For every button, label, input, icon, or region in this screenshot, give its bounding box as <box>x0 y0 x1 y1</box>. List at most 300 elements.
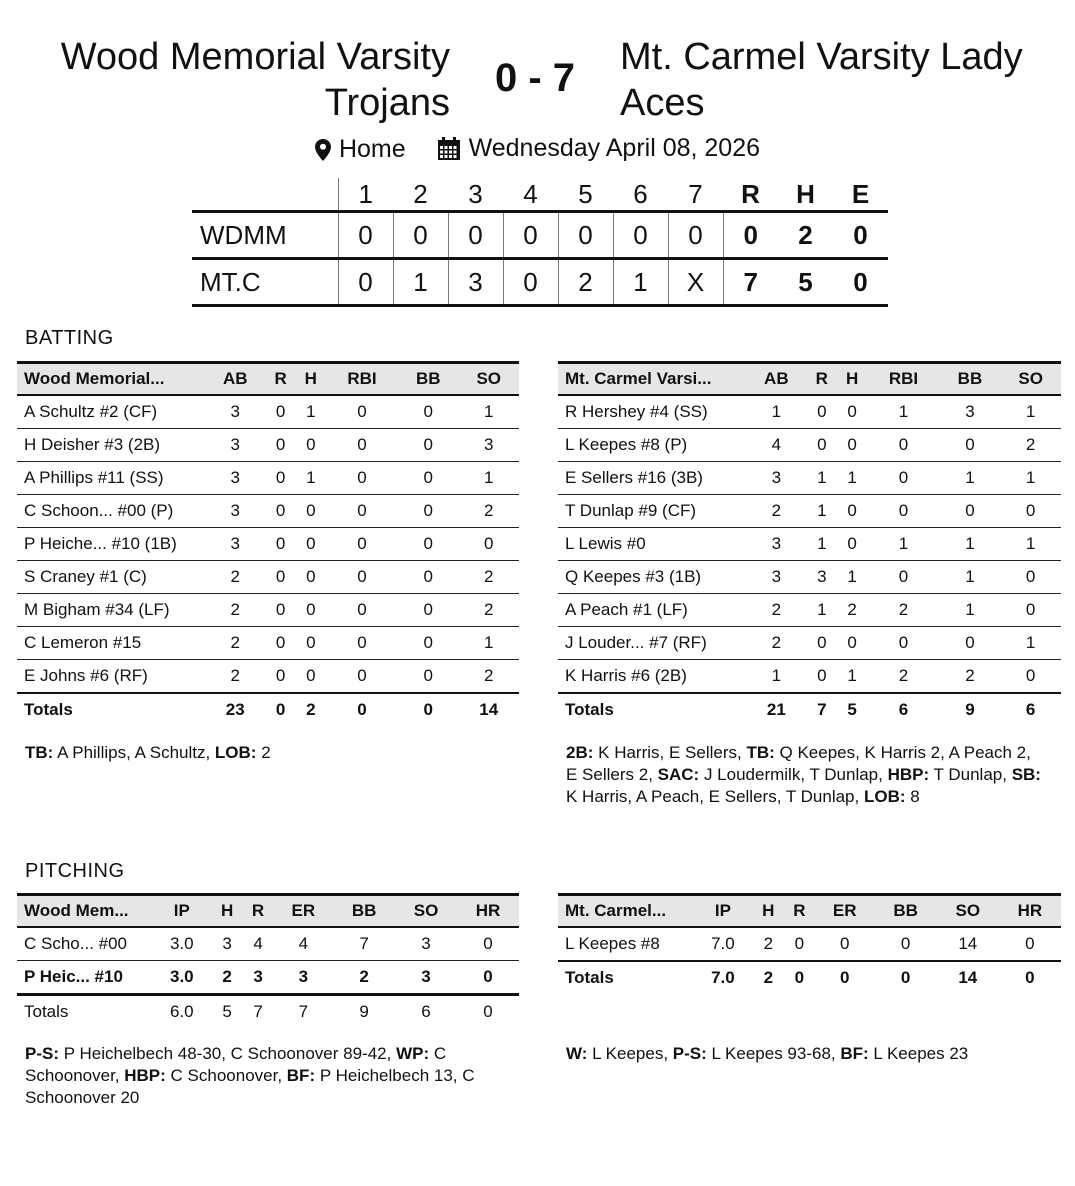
totals-value: 9 <box>333 995 395 1029</box>
player-row <box>17 429 519 462</box>
stat-value: 3 <box>205 462 265 495</box>
home-pitching-notes <box>566 1043 1056 1065</box>
player-row <box>558 927 1061 961</box>
home-batting-notes <box>566 742 1046 808</box>
stat-value: 0 <box>457 961 519 995</box>
stat-value: 0 <box>807 627 837 660</box>
stat-value: 0 <box>459 528 520 561</box>
stat-value: 1 <box>940 462 1001 495</box>
stat-value: 0 <box>398 561 458 594</box>
note-label: BF: <box>286 1066 316 1085</box>
note-text: L Keepes, <box>587 1044 673 1063</box>
player-name: Q Keepes #3 (1B) <box>558 561 746 594</box>
totals-value: 0 <box>398 693 458 726</box>
stat-value: 4 <box>274 927 334 961</box>
totals-row <box>17 693 519 726</box>
stat-value: 2 <box>459 561 520 594</box>
stat-value: 1 <box>807 495 837 528</box>
stat-value: 3 <box>395 927 457 961</box>
player-row <box>17 927 519 961</box>
stat-value: 0 <box>1000 561 1061 594</box>
stat-value: 0 <box>265 528 295 561</box>
stat-column-header: BB <box>333 895 395 928</box>
home-batting-table <box>558 361 1061 726</box>
note-label: W: <box>566 1044 588 1063</box>
inning-runs: 3 <box>448 259 503 306</box>
totals-row <box>17 995 519 1029</box>
stat-column-header: BB <box>875 895 937 928</box>
stat-value: 2 <box>746 627 807 660</box>
stat-value: 3 <box>940 395 1001 429</box>
stat-value: 0 <box>398 395 458 429</box>
stat-value: 0 <box>837 627 867 660</box>
note-label: BF: <box>840 1044 869 1063</box>
note-text: 2 <box>256 743 271 762</box>
game-date <box>437 134 760 163</box>
stat-column-header: SO <box>937 895 999 928</box>
note-text: K Harris, A Peach, E Sellers, T Dunlap, <box>566 787 864 806</box>
final-score: 0 - 7 <box>494 56 576 100</box>
stat-column-header: R <box>243 895 274 928</box>
away-pitching-table <box>17 893 519 1028</box>
linescore-row <box>192 212 888 259</box>
inning-runs: 0 <box>503 259 558 306</box>
player-row <box>558 462 1061 495</box>
total-header: H <box>796 178 815 209</box>
total-header: R <box>741 178 760 209</box>
inning-runs: 1 <box>393 259 448 306</box>
player-name: P Heiche... #10 (1B) <box>17 528 205 561</box>
stat-value: 0 <box>784 927 815 961</box>
stat-value: 3 <box>459 429 520 462</box>
note-text: C Schoonover, <box>25 1044 447 1085</box>
player-name: M Bigham #34 (LF) <box>17 594 205 627</box>
stat-value: 0 <box>326 594 398 627</box>
stat-value: 2 <box>753 927 784 961</box>
stat-value: 0 <box>265 429 295 462</box>
stat-column-header: SO <box>395 895 457 928</box>
stat-value: 0 <box>837 395 867 429</box>
stat-value: 1 <box>296 395 326 429</box>
totals-value: 6 <box>1000 693 1061 726</box>
stat-column-header: IP <box>693 895 753 928</box>
stat-column-header: H <box>837 363 867 396</box>
stat-value: 1 <box>807 528 837 561</box>
stat-column-header: AB <box>205 363 265 396</box>
totals-value: 6.0 <box>152 995 212 1029</box>
stat-value: 2 <box>205 660 265 694</box>
stat-column-header: HR <box>999 895 1061 928</box>
stat-value: 2 <box>867 660 939 694</box>
note-label: WP: <box>396 1044 430 1063</box>
location-pin-icon <box>315 139 331 161</box>
player-name: E Johns #6 (RF) <box>17 660 205 694</box>
stat-value: 3 <box>243 961 274 995</box>
stat-column-header: RBI <box>326 363 398 396</box>
stat-value: 0 <box>837 495 867 528</box>
stat-column-header: BB <box>398 363 458 396</box>
player-name: K Harris #6 (2B) <box>558 660 746 694</box>
stat-value: 0 <box>867 495 939 528</box>
player-row <box>558 561 1061 594</box>
stat-value: 2 <box>746 594 807 627</box>
stat-value: 0 <box>867 561 939 594</box>
game-meta <box>0 134 1075 168</box>
stat-value: 14 <box>937 927 999 961</box>
note-text: L Keepes 23 <box>868 1044 969 1063</box>
inning-header: 4 <box>523 178 538 209</box>
stat-value: 0 <box>457 927 519 961</box>
stat-value: 3 <box>395 961 457 995</box>
note-text: J Loudermilk, T Dunlap, <box>699 765 888 784</box>
player-name: C Schoon... #00 (P) <box>17 495 205 528</box>
away-batting-notes <box>25 742 515 764</box>
totals-value: 0 <box>326 693 398 726</box>
pitching-section-title: PITCHING <box>25 860 125 882</box>
stat-value: 0 <box>837 528 867 561</box>
stat-value: 0 <box>265 660 295 694</box>
stat-value: 1 <box>807 462 837 495</box>
totals-value: 14 <box>937 961 999 994</box>
inning-header: 3 <box>468 178 483 209</box>
note-label: HBP: <box>124 1066 166 1085</box>
totals-value: 5 <box>837 693 867 726</box>
stat-value: 1 <box>940 561 1001 594</box>
stat-value: 2 <box>212 961 243 995</box>
home-team-name: Mt. Carmel Varsity Lady Aces <box>620 36 1023 124</box>
stat-value: 3 <box>212 927 243 961</box>
stat-value: 0 <box>326 395 398 429</box>
linescore-total: 0 <box>723 212 778 259</box>
stat-value: 7.0 <box>693 927 753 961</box>
stat-column-header: R <box>807 363 837 396</box>
note-label: SAC: <box>657 765 700 784</box>
totals-value: 0 <box>875 961 937 994</box>
linescore-team: WDMM <box>192 212 338 259</box>
stat-value: 0 <box>398 429 458 462</box>
note-label: LOB: <box>214 743 257 762</box>
inning-runs: 0 <box>393 212 448 259</box>
stat-value: 0 <box>296 627 326 660</box>
totals-value: 0 <box>265 693 295 726</box>
player-row <box>17 627 519 660</box>
stat-value: 1 <box>296 462 326 495</box>
stat-value: 1 <box>1000 395 1061 429</box>
stat-value: 0 <box>296 528 326 561</box>
player-name: A Schultz #2 (CF) <box>17 395 205 429</box>
note-label: P-S: <box>672 1044 707 1063</box>
stat-value: 0 <box>265 462 295 495</box>
stat-value: 0 <box>940 429 1001 462</box>
stat-value: 0 <box>296 429 326 462</box>
player-name: R Hershey #4 (SS) <box>558 395 746 429</box>
linescore-total: 7 <box>723 259 778 306</box>
player-row <box>17 660 519 694</box>
totals-value: 2 <box>296 693 326 726</box>
stat-value: 0 <box>326 561 398 594</box>
location <box>315 135 406 164</box>
player-row <box>17 561 519 594</box>
stat-value: 0 <box>875 927 937 961</box>
away-batting-table <box>17 361 519 726</box>
player-row <box>17 495 519 528</box>
stat-value: 0 <box>807 660 837 694</box>
stat-column-header: AB <box>746 363 807 396</box>
stat-value: 2 <box>459 594 520 627</box>
stat-value: 0 <box>837 429 867 462</box>
away-team-name: Wood Memorial Varsity Trojans <box>60 36 450 124</box>
stat-column-header: ER <box>274 895 334 928</box>
stat-value: 2 <box>746 495 807 528</box>
player-name: A Peach #1 (LF) <box>558 594 746 627</box>
stat-value: 3.0 <box>152 961 212 995</box>
stat-value: 0 <box>398 462 458 495</box>
totals-value: 7 <box>274 995 334 1029</box>
totals-label: Totals <box>17 995 152 1029</box>
stat-value: 3 <box>205 528 265 561</box>
stat-value: 0 <box>265 395 295 429</box>
stat-value: 2 <box>459 660 520 694</box>
stat-value: 0 <box>815 927 875 961</box>
stat-column-header: H <box>296 363 326 396</box>
inning-header: 5 <box>578 178 593 209</box>
stat-value: 2 <box>837 594 867 627</box>
totals-row <box>558 961 1061 994</box>
stat-value: 0 <box>398 594 458 627</box>
stat-value: 0 <box>1000 660 1061 694</box>
inning-runs: 0 <box>668 212 723 259</box>
totals-row <box>558 693 1061 726</box>
inning-runs: 0 <box>503 212 558 259</box>
stat-value: 0 <box>807 395 837 429</box>
inning-runs: 0 <box>613 212 668 259</box>
totals-value: 0 <box>999 961 1061 994</box>
player-row <box>17 528 519 561</box>
stat-value: 1 <box>746 660 807 694</box>
note-label: LOB: <box>863 787 906 806</box>
stat-value: 1 <box>837 561 867 594</box>
inning-header: 1 <box>338 178 393 212</box>
stat-value: 0 <box>265 495 295 528</box>
stat-value: 1 <box>1000 627 1061 660</box>
player-name: C Lemeron #15 <box>17 627 205 660</box>
stat-value: 0 <box>265 594 295 627</box>
linescore-total: 0 <box>833 259 888 306</box>
stat-value: 0 <box>999 927 1061 961</box>
player-row <box>558 429 1061 462</box>
stat-value: 1 <box>1000 462 1061 495</box>
stat-value: 0 <box>326 429 398 462</box>
away-pitching-notes <box>25 1043 525 1109</box>
location-text: Home <box>338 135 406 163</box>
stat-value: 0 <box>326 627 398 660</box>
player-name: J Louder... #7 (RF) <box>558 627 746 660</box>
player-name: P Heic... #10 <box>17 961 152 995</box>
totals-value: 23 <box>205 693 265 726</box>
stat-value: 0 <box>867 462 939 495</box>
totals-value: 14 <box>459 693 520 726</box>
team-column-header: Wood Memorial... <box>17 363 205 396</box>
linescore-row <box>192 259 888 306</box>
stat-value: 0 <box>296 495 326 528</box>
totals-value: 6 <box>867 693 939 726</box>
stat-column-header: RBI <box>867 363 939 396</box>
stat-value: 0 <box>1000 495 1061 528</box>
inning-runs: 0 <box>338 212 393 259</box>
stat-column-header: HR <box>457 895 519 928</box>
totals-value: 7.0 <box>693 961 753 994</box>
totals-value: 0 <box>815 961 875 994</box>
player-name: H Deisher #3 (2B) <box>17 429 205 462</box>
inning-header: 2 <box>413 178 428 209</box>
team-column-header: Mt. Carmel... <box>558 895 693 928</box>
note-label: SB: <box>1011 765 1041 784</box>
player-row <box>558 495 1061 528</box>
stat-value: 2 <box>205 594 265 627</box>
note-text: K Harris, E Sellers, <box>593 743 747 762</box>
stat-value: 7 <box>333 927 395 961</box>
player-row <box>558 395 1061 429</box>
stat-value: 0 <box>398 627 458 660</box>
player-row <box>558 660 1061 694</box>
player-row <box>17 961 519 995</box>
stat-value: 0 <box>940 495 1001 528</box>
stat-value: 3 <box>746 561 807 594</box>
stat-column-header: H <box>753 895 784 928</box>
stat-value: 0 <box>867 627 939 660</box>
note-text: T Dunlap, <box>929 765 1012 784</box>
totals-value: 5 <box>212 995 243 1029</box>
stat-value: 0 <box>296 594 326 627</box>
stat-column-header: IP <box>152 895 212 928</box>
stat-value: 4 <box>746 429 807 462</box>
team-column-header: Mt. Carmel Varsi... <box>558 363 746 396</box>
player-row <box>558 594 1061 627</box>
player-row <box>558 528 1061 561</box>
home-pitching-table <box>558 893 1061 994</box>
stat-value: 3 <box>274 961 334 995</box>
inning-runs: X <box>668 259 723 306</box>
stat-value: 1 <box>940 528 1001 561</box>
player-name: L Keepes #8 (P) <box>558 429 746 462</box>
stat-value: 1 <box>867 528 939 561</box>
player-name: L Lewis #0 <box>558 528 746 561</box>
note-label: HBP: <box>887 765 930 784</box>
player-row <box>17 462 519 495</box>
note-text: A Phillips, A Schultz, <box>53 743 215 762</box>
stat-value: 2 <box>1000 429 1061 462</box>
linescore-total: 2 <box>778 212 833 259</box>
stat-value: 0 <box>1000 594 1061 627</box>
stat-value: 3 <box>205 395 265 429</box>
player-name: C Scho... #00 <box>17 927 152 961</box>
date-text: Wednesday April 08, 2026 <box>468 134 761 162</box>
note-label: 2B: <box>566 743 594 762</box>
inning-runs: 1 <box>613 259 668 306</box>
totals-value: 0 <box>784 961 815 994</box>
stat-column-header: H <box>212 895 243 928</box>
line-score <box>192 178 888 307</box>
note-label: P-S: <box>25 1044 59 1063</box>
stat-value: 0 <box>296 660 326 694</box>
stat-value: 0 <box>326 528 398 561</box>
inning-header: 6 <box>633 178 648 209</box>
totals-label: Totals <box>558 693 746 726</box>
stat-value: 0 <box>867 429 939 462</box>
stat-value: 2 <box>205 627 265 660</box>
stat-value: 1 <box>837 462 867 495</box>
note-label: TB: <box>746 743 775 762</box>
linescore-team: MT.C <box>192 259 338 306</box>
inning-runs: 2 <box>558 259 613 306</box>
stat-column-header: R <box>784 895 815 928</box>
stat-value: 4 <box>243 927 274 961</box>
stat-value: 0 <box>940 627 1001 660</box>
totals-value: 6 <box>395 995 457 1029</box>
player-row <box>17 594 519 627</box>
stat-column-header: ER <box>815 895 875 928</box>
stat-value: 2 <box>333 961 395 995</box>
stat-column-header: R <box>265 363 295 396</box>
player-name: E Sellers #16 (3B) <box>558 462 746 495</box>
player-name: A Phillips #11 (SS) <box>17 462 205 495</box>
stat-value: 1 <box>940 594 1001 627</box>
stat-value: 3 <box>746 528 807 561</box>
stat-column-header: SO <box>459 363 520 396</box>
note-text: P Heichelbech 48-30, C Schoonover 89-42, <box>59 1044 397 1063</box>
stat-value: 1 <box>867 395 939 429</box>
stat-column-header: BB <box>940 363 1001 396</box>
stat-value: 1 <box>459 395 520 429</box>
stat-value: 1 <box>837 660 867 694</box>
stat-value: 0 <box>398 660 458 694</box>
totals-value: 0 <box>457 995 519 1029</box>
team-column-header: Wood Mem... <box>17 895 152 928</box>
totals-value: 9 <box>940 693 1001 726</box>
totals-value: 7 <box>807 693 837 726</box>
stat-value: 2 <box>867 594 939 627</box>
stat-value: 3 <box>205 429 265 462</box>
note-text: Q Keepes, K Harris 2, A Peach 2, E Sellers 2, <box>566 743 1031 784</box>
stat-value: 3.0 <box>152 927 212 961</box>
stat-value: 0 <box>296 561 326 594</box>
note-text: L Keepes 93-68, <box>706 1044 841 1063</box>
player-name: L Keepes #8 <box>558 927 693 961</box>
linescore-corner <box>192 178 338 212</box>
batting-section-title: BATTING <box>25 327 114 349</box>
linescore-total: 5 <box>778 259 833 306</box>
linescore-total: 0 <box>833 212 888 259</box>
inning-runs: 0 <box>558 212 613 259</box>
stat-value: 0 <box>398 528 458 561</box>
totals-value: 21 <box>746 693 807 726</box>
stat-value: 1 <box>807 594 837 627</box>
stat-value: 0 <box>398 495 458 528</box>
stat-value: 1 <box>459 462 520 495</box>
stat-column-header: SO <box>1000 363 1061 396</box>
player-name: S Craney #1 (C) <box>17 561 205 594</box>
calendar-icon <box>437 137 461 161</box>
stat-value: 0 <box>326 495 398 528</box>
stat-value: 3 <box>746 462 807 495</box>
stat-value: 1 <box>1000 528 1061 561</box>
player-name: T Dunlap #9 (CF) <box>558 495 746 528</box>
stat-value: 1 <box>459 627 520 660</box>
note-label: TB: <box>25 743 54 762</box>
totals-label: Totals <box>558 961 693 994</box>
stat-value: 0 <box>265 627 295 660</box>
player-row <box>17 395 519 429</box>
